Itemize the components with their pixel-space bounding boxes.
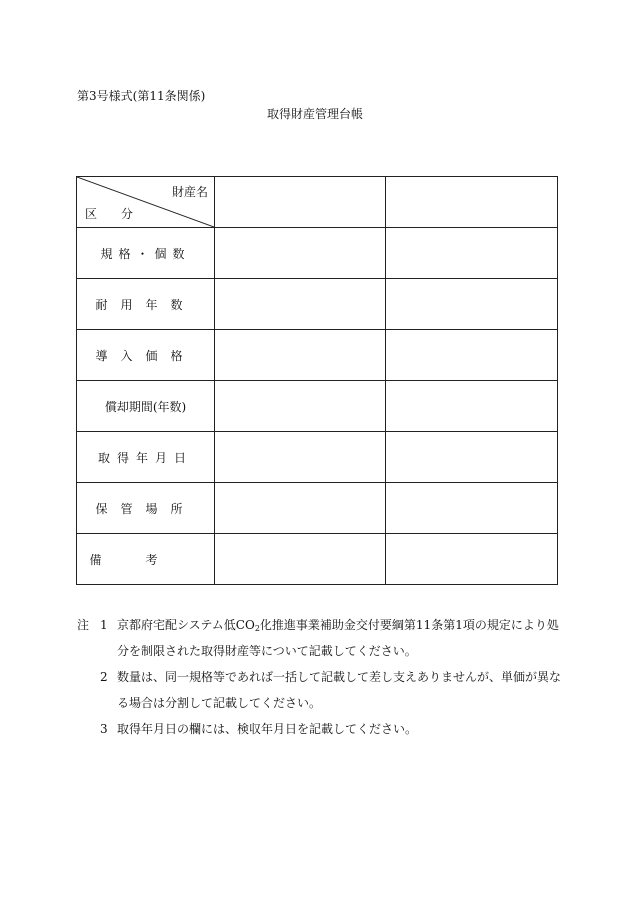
table-header-row [77,177,558,228]
form-number: 第3号様式(第11条関係) [77,89,206,103]
table-cell[interactable] [386,330,558,381]
note-text-part: 京都府宅配システム低CO [117,618,255,632]
note-text-part: 化推進事業補助金交付要綱第11条第1項の規定により処分を制限された取得財産等について記載してください。 [117,618,559,658]
row-label-storage-location: 保管場所 [77,483,215,534]
note-number: 2 [100,670,108,684]
table-cell[interactable] [386,534,558,585]
row-label-remarks: 備考 [77,534,215,585]
table-row [77,483,558,534]
note-item [77,612,562,664]
table-cell[interactable] [215,330,386,381]
table-row [77,330,558,381]
note-number: 1 [100,618,108,632]
row-label-acquisition-date: 取得年月日 [77,432,215,483]
asset-column-2-header[interactable] [386,177,558,228]
table-row [77,432,558,483]
table-cell[interactable] [215,228,386,279]
note-prefix: 注 [77,618,90,632]
table-row [77,228,558,279]
note-item [77,664,562,716]
table-cell[interactable] [386,228,558,279]
note-item [77,716,562,742]
row-label-purchase-price: 導入価格 [77,330,215,381]
table-cell[interactable] [215,381,386,432]
header-diagonal-cell [77,177,215,228]
table-row [77,381,558,432]
header-asset-name: 財産名 [171,185,208,199]
table-row [77,279,558,330]
table-cell[interactable] [386,381,558,432]
note-number: 3 [100,722,108,736]
asset-column-1-header[interactable] [215,177,386,228]
note-subscript: 2 [254,624,260,633]
note-text [117,612,562,664]
asset-ledger-table [76,176,558,585]
table-cell[interactable] [386,279,558,330]
note-text: 数量は、同一規格等であれば一括して記載して差し支えありませんが、単価が異なる場合は分割して記載してください。 [117,670,562,710]
header-category: 区 分 [85,207,143,221]
row-label-spec-quantity: 規格・個数 [77,228,215,279]
table-cell[interactable] [386,432,558,483]
row-label-depreciation-period: 償却期間(年数) [77,381,215,432]
table-cell[interactable] [215,432,386,483]
notes-section [77,612,562,742]
row-label-useful-life: 耐用年数 [77,279,215,330]
note-text: 取得年月日の欄には、検収年月日を記載してください。 [117,722,418,736]
table-row [77,534,558,585]
table-cell[interactable] [215,483,386,534]
document-title: 取得財産管理台帳 [266,107,363,121]
table-cell[interactable] [215,534,386,585]
table-cell[interactable] [215,279,386,330]
table-cell[interactable] [386,483,558,534]
